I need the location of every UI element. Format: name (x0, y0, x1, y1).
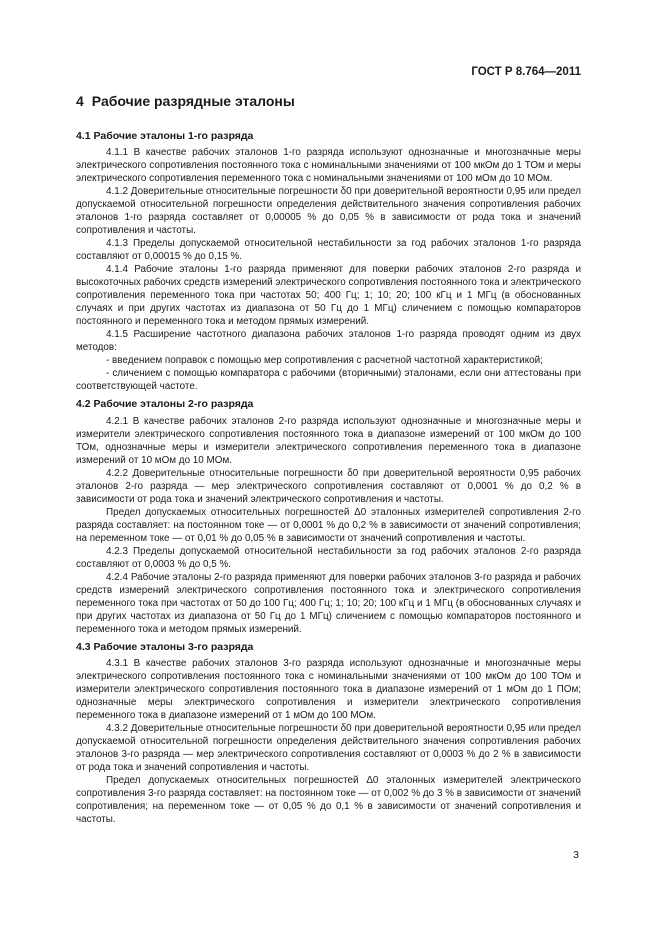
paragraph: 4.3.1 В качестве рабочих эталонов 3-го разряда используют однозначные и многозначные меры электрического сопротивления постоянного тока с номинальными значениями от 100 мкОм до 100 ТОм и измерители электрического сопротивления постоянного тока в диапазоне измерений от 1 мОм до 1 ПОм; однозначные меры электрического сопротивления и измерители электрического сопротивления переменного тока в диапазоне измерений от 1 мОм до 100 МОм. (76, 658, 581, 722)
paragraph: 4.2.3 Пределы допускаемой относительной нестабильности за год рабочих эталонов 2-го разряда составляют от 0,0003 % до 0,5 %. (76, 545, 581, 570)
standard-header: ГОСТ Р 8.764—2011 (471, 66, 581, 78)
subsection-heading: 4.3 Рабочие эталоны 3-го разряда (76, 640, 254, 653)
paragraph: - введением поправок с помощью мер сопротивления с расчетной частотной характеристикой; (106, 355, 543, 367)
paragraph: 4.2.4 Рабочие эталоны 2-го разряда применяют для поверки рабочих эталонов 3-го разряда и рабочих средств измерений электрического сопротивления постоянного тока и электрического сопротивления переменного тока при частотах от 50 до 100 Гц; 400 Гц; 1; 10; 20; 100 кГц и 1 МГц (в обоснованных случаях и при других частотах из диапазона от 50 Гц до 1 МГц) сличением с помощью компараторов постоянного и переменного тока и методом прямых измерений. (76, 571, 581, 635)
page-number: 3 (573, 849, 579, 861)
paragraph: 4.1.1 В качестве рабочих эталонов 1-го разряда используют однозначные и многозначные меры электрического сопротивления постоянного тока с номинальными значениями от 100 мкОм до 1 ТОм и меры электрического сопротивления переменного тока с номинальными значениями от 100 мОм до 10 МОм. (76, 147, 581, 185)
paragraph: 4.1.3 Пределы допускаемой относительной нестабильности за год рабочих эталонов 1-го разряда составляют от 0,00015 % до 0,15 %. (76, 238, 581, 263)
section-title (76, 93, 295, 109)
paragraph: 4.1.4 Рабочие эталоны 1-го разряда применяют для поверки рабочих эталонов 2-го разряда и высокоточных рабочих средств измерений электрического сопротивления постоянного тока и электрического сопротивления переменного тока при частотах 50; 400 Гц; 1; 10; 20; 100 кГц и 1 МГц (в обоснованных случаях и при других частотах из диапазона от 50 Гц до 1 МГц) сличением с помощью компараторов постоянного и переменного тока и методом прямых измерений. (76, 264, 581, 328)
paragraph: 4.1.5 Расширение частотного диапазона рабочих эталонов 1-го разряда проводят одним из двух методов: (76, 329, 581, 354)
paragraph: - сличением с помощью компаратора с рабочими (вторичными) эталонами, если они аттестованы при соответствующей частоте. (76, 368, 581, 393)
paragraph: Предел допускаемых относительных погрешностей Δ0 эталонных измерителей сопротивления 2-го разряда составляет: на постоянном токе — от 0,0001 % до 0,2 % в зависимости от значений сопротивления; на переменном токе — от 0,01 % до 0,05 % в зависимости от значений сопротивления и частоты. (76, 506, 581, 544)
paragraph: 4.2.1 В качестве рабочих эталонов 2-го разряда используют однозначные и многозначные меры и измерители электрического сопротивления постоянного тока в диапазоне измерений от 100 мкОм до 100 ТОм, однозначные меры и измерители электрического сопротивления переменного тока в диапазоне измерений от 10 мОм до 10 МОм. (76, 415, 581, 466)
section-heading: Рабочие разрядные эталоны (91, 93, 295, 109)
subsection-heading: 4.1 Рабочие эталоны 1-го разряда (76, 130, 254, 142)
document-body (76, 127, 581, 826)
section-number: 4 (76, 93, 84, 109)
subsection-heading: 4.2 Рабочие эталоны 2-го разряда (76, 398, 254, 411)
paragraph: Предел допускаемых относительных погрешностей Δ0 эталонных измерителей электрического сопротивления 3-го разряда составляет: на постоянном токе — от 0,002 % до 3 % в зависимости от значений сопротивления; на переменном токе — от 0,05 % до 0,1 % в зависимости от значений сопротивления и частоты. (76, 775, 581, 826)
paragraph: 4.1.2 Доверительные относительные погрешности δ0 при доверительной вероятности 0,95 или предел допускаемой относительной погрешности определения действительного значения сопротивления рабочих эталонов 1-го разряда составляет от 0,00005 % до 0,05 % в зависимости от рода тока и значений сопротивления и частоты. (76, 186, 581, 237)
paragraph: 4.3.2 Доверительные относительные погрешности δ0 при доверительной вероятности 0,95 или предел допускаемой относительной погрешности определения действительного значения сопротивления рабочих эталонов 3-го разряда — мер электрического сопротивления составляют от 0,0003 % до 2 % в зависимости от рода тока и значений сопротивления и частоты. (76, 723, 581, 774)
paragraph: 4.2.2 Доверительные относительные погрешности δ0 при доверительной вероятности 0,95 рабочих эталонов 2-го разряда — мер электрического сопротивления составляют от 0,0001 % до 0,2 % в зависимости от рода тока и значений электрического сопротивления и частоты. (76, 467, 581, 505)
